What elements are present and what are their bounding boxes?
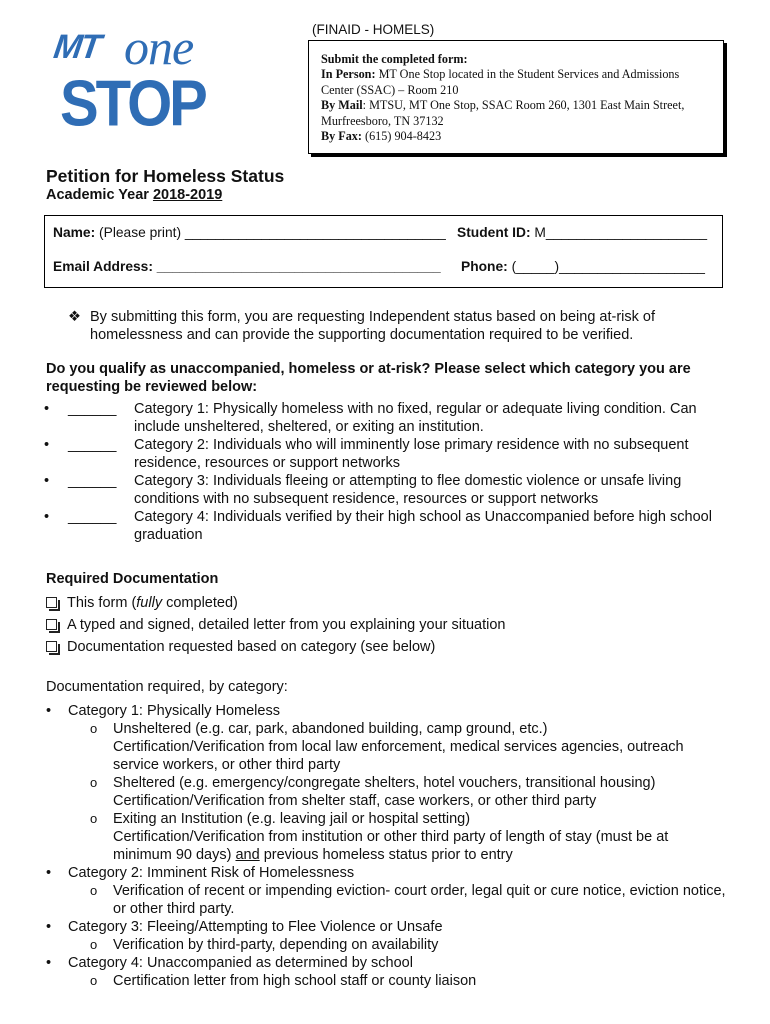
req-item-2: A typed and signed, detailed letter from you explaining your situation — [67, 617, 506, 633]
required-item — [46, 614, 506, 636]
doc-subitem — [46, 774, 726, 810]
circle-bullet-icon: o — [90, 937, 98, 952]
phone-field[interactable]: (_____)___________________ — [507, 259, 705, 274]
email-row — [53, 259, 441, 274]
doc-c1c-detail-post: previous homeless status prior to entry — [259, 847, 513, 863]
diamond-bullet-icon: ❖ — [68, 309, 81, 325]
doc-subitem — [46, 810, 726, 864]
req-item-1-post: completed) — [162, 595, 238, 611]
category-item — [44, 508, 734, 544]
phone-label: Phone: — [461, 259, 508, 274]
bullet-icon: • — [46, 955, 52, 971]
submit-title: Submit the completed form: — [321, 52, 468, 66]
submit-instructions-box — [308, 40, 724, 154]
in-person-text-2: Center (SSAC) – Room 210 — [321, 82, 459, 97]
doc-c1b: Sheltered (e.g. emergency/congregate shelters, hotel vouchers, transitional housing) — [113, 775, 656, 791]
form-code: (FINAID - HOMELS) — [312, 22, 435, 37]
circle-bullet-icon: o — [90, 721, 98, 736]
name-row — [53, 225, 446, 240]
category-item — [44, 400, 734, 436]
by-mail-text-2: Murfreesboro, TN 37132 — [321, 113, 444, 128]
doc-c3a: Verification by third-party, depending on availability — [113, 937, 439, 953]
year-label: Academic Year — [46, 187, 153, 203]
bullet-icon: • — [46, 919, 52, 935]
doc-c1c: Exiting an Institution (e.g. leaving jail or hospital setting) — [113, 811, 471, 827]
by-fax-text: (615) 904-8423 — [365, 129, 442, 144]
doc-subitem — [46, 882, 726, 918]
name-field[interactable]: (Please print) __________________________________ — [95, 225, 446, 240]
student-info-box — [44, 215, 723, 288]
checkbox-icon[interactable] — [46, 619, 57, 630]
academic-year — [46, 187, 222, 203]
student-id-field[interactable]: M_____________________ — [530, 225, 708, 240]
doc-c1c-detail-pre: Certification/Verification from institution or other third party of length of stay (must be at minimum 90 days) — [113, 829, 669, 863]
email-label: Email Address: — [53, 259, 153, 274]
by-fax-label: By Fax: — [321, 129, 362, 144]
circle-bullet-icon: o — [90, 811, 98, 826]
by-mail-text: : MTSU, MT One Stop, SSAC Room 260, 1301 East Main Street, — [362, 98, 685, 113]
mt-one-stop-logo — [51, 19, 212, 140]
category-4-text: Category 4: Individuals verified by their high school as Unaccompanied before high school graduation — [134, 509, 712, 543]
circle-bullet-icon: o — [90, 883, 98, 898]
doc-c1c-detail-and: and — [235, 847, 260, 863]
category-2-blank[interactable]: ______ — [68, 437, 117, 453]
doc-subitem — [46, 972, 726, 990]
category-1-text: Category 1: Physically homeless with no fixed, regular or adequate living condition. Can include unsheltered, sheltered, or exiting an institution. — [134, 401, 697, 435]
doc-category-1 — [46, 702, 726, 720]
req-item-3: Documentation requested based on category (see below) — [67, 639, 436, 655]
category-4-blank[interactable]: ______ — [68, 509, 117, 525]
required-docs-list — [46, 592, 506, 658]
bullet-icon: • — [46, 865, 52, 881]
logo-mt: MT — [51, 28, 102, 66]
category-question: Do you qualify as unaccompanied, homeless or at-risk? Please select which category you are requesting be reviewed below: — [46, 361, 691, 395]
doc-subitem — [46, 720, 726, 774]
circle-bullet-icon: o — [90, 775, 98, 790]
category-2-text: Category 2: Individuals who will imminently lose primary residence with no subsequent residence, resources or support networks — [134, 437, 689, 471]
email-field[interactable]: _____________________________________ — [152, 259, 441, 274]
independent-status-note — [68, 308, 718, 344]
doc-c1: Category 1: Physically Homeless — [68, 703, 280, 719]
bullet-icon: • — [44, 473, 50, 489]
page-title: Petition for Homeless Status — [46, 166, 285, 186]
doc-category-3 — [46, 918, 726, 936]
note-text: By submitting this form, you are requesting Independent status based on being at-risk of homelessness and can provide the supporting documentation required to be verified. — [90, 309, 656, 343]
in-person-text: MT One Stop located in the Student Services and Admissions — [378, 67, 680, 82]
circle-bullet-icon: o — [90, 973, 98, 988]
by-mail-label: By Mail — [321, 98, 363, 113]
required-item — [46, 592, 506, 614]
student-id-row — [457, 225, 707, 240]
doc-by-category-title: Documentation required, by category: — [46, 679, 288, 695]
phone-row — [461, 259, 705, 274]
required-item — [46, 636, 506, 658]
logo-stop: STOP — [60, 67, 205, 140]
doc-c1a: Unsheltered (e.g. car, park, abandoned building, camp ground, etc.) — [113, 721, 548, 737]
category-item — [44, 472, 734, 508]
category-1-blank[interactable]: ______ — [68, 401, 117, 417]
doc-category-4 — [46, 954, 726, 972]
logo-one: one — [124, 19, 194, 75]
name-label: Name: — [53, 225, 96, 240]
doc-category-2 — [46, 864, 726, 882]
year-value: 2018-2019 — [152, 187, 223, 203]
checkbox-icon[interactable] — [46, 597, 57, 608]
in-person-label: In Person: — [321, 67, 376, 82]
doc-c4a: Certification letter from high school staff or county liaison — [113, 973, 477, 989]
category-3-text: Category 3: Individuals fleeing or attempting to flee domestic violence or unsafe living conditions with no subsequent residence, resources or support networks — [134, 473, 682, 507]
doc-c1b-detail: Certification/Verification from shelter staff, case workers, or other third party — [113, 793, 597, 809]
doc-subitem — [46, 936, 726, 954]
doc-c2a: Verification of recent or impending eviction- court order, legal quit or cure notice, eviction notice, or other third party. — [113, 883, 726, 917]
req-item-1-pre: This form ( — [67, 595, 137, 611]
student-id-label: Student ID: — [457, 225, 531, 240]
checkbox-icon[interactable] — [46, 641, 57, 652]
bullet-icon: • — [44, 437, 50, 453]
bullet-icon: • — [44, 401, 50, 417]
req-item-1-em: fully — [136, 595, 163, 611]
bullet-icon: • — [44, 509, 50, 525]
doc-c3: Category 3: Fleeing/Attempting to Flee Violence or Unsafe — [68, 919, 443, 935]
required-docs-title: Required Documentation — [46, 571, 219, 587]
category-3-blank[interactable]: ______ — [68, 473, 117, 489]
category-item — [44, 436, 734, 472]
bullet-icon: • — [46, 703, 52, 719]
doc-by-category-list — [46, 702, 726, 990]
doc-c1a-detail: Certification/Verification from local law enforcement, medical services agencies, outreach service workers, or other third party — [113, 739, 684, 773]
doc-c2: Category 2: Imminent Risk of Homelessness — [68, 865, 355, 881]
category-list — [44, 400, 734, 544]
doc-c4: Category 4: Unaccompanied as determined by school — [68, 955, 413, 971]
